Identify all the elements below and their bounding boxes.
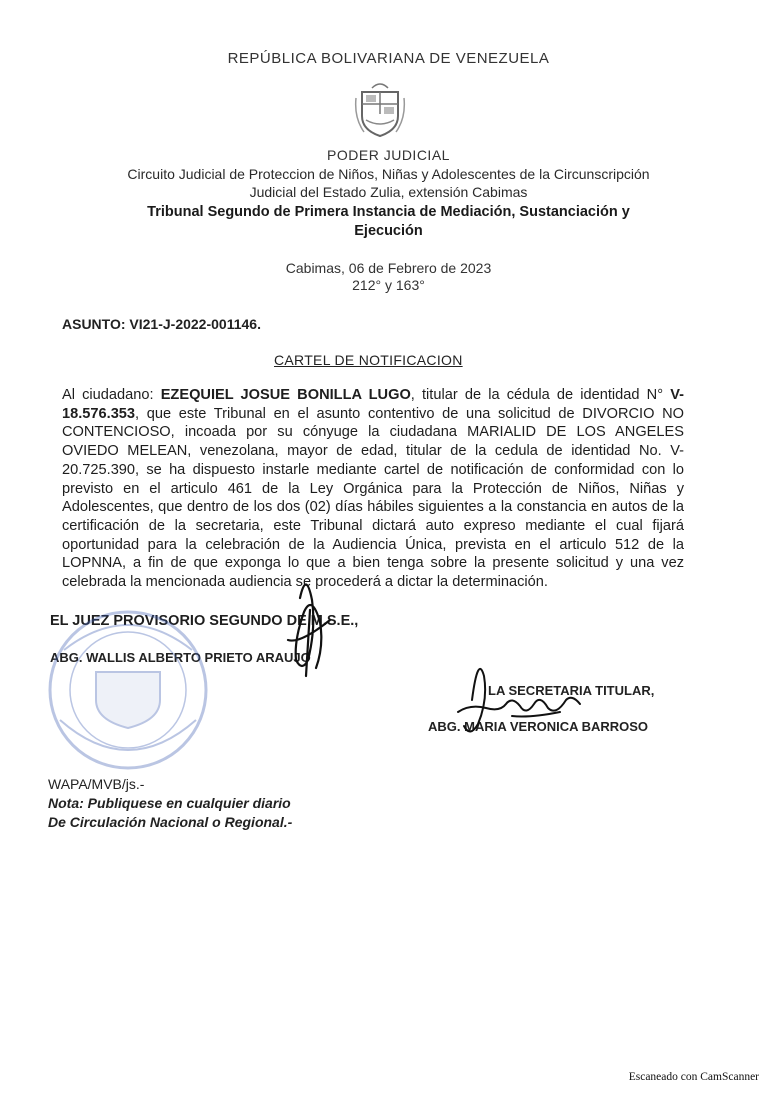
body-id-intro: , titular de la cédula de identidad N°	[410, 387, 671, 403]
notice-title: CARTEL DE NOTIFICACION	[274, 352, 463, 368]
circuit-line-1: Circuito Judicial de Proteccion de Niños, Niñas y Adolescentes de la Circunscripción	[127, 166, 650, 182]
case-subject: ASUNTO: VI21-J-2022-001146.	[62, 316, 261, 332]
publication-note-line-1: Nota: Publiquese en cualquier diario	[48, 795, 291, 811]
document-initials: WAPA/MVB/js.-	[48, 776, 145, 792]
body-intro: Al ciudadano:	[62, 387, 161, 403]
circuit-line-2: Judicial del Estado Zulia, extensión Cabimas	[249, 184, 528, 200]
secretary-title: LA SECRETARIA TITULAR,	[488, 683, 655, 698]
publication-note-line-2: De Circulación Nacional o Regional.-	[48, 814, 293, 830]
date-line: Cabimas, 06 de Febrero de 2023	[285, 260, 492, 276]
court-line-1: Tribunal Segundo de Primera Instancia de Mediación, Sustanciación y	[147, 204, 630, 220]
country-heading: REPÚBLICA BOLIVARIANA DE VENEZUELA	[227, 50, 550, 67]
body-main: , que este Tribunal en el asunto contentivo de una solicitud de DIVORCIO NO CONTENCIOSO, incoada por su cónyuge la ciudadana MARIALID DE LOS ANGELES OVIEDO MELEAN, venezolana, mayor de edad, titular de la cedula de identidad No. V-20.725.390, se ha dispuesto instarle mediante cartel de notificación de conformidad con lo previsto en el articulo 461 de la Ley Orgánica para la Protección de Niños, Niñas y Adolescentes, que dentro de los dos (02) días hábiles siguientes a la constancia en autos de la certificación de la secretaria, este Tribunal dictará auto expreso mediante el cual fijará oportunidad para la celebración de la Audiencia Única, prevista en el articulo 512 de la LOPNNA, a fin de que exponga lo que a bien tenga sobre la presente solicitud y una vez celebrada la mencionada audiencia se procederá a dictar la determinación.	[62, 405, 684, 591]
recipient-id: V-18.576.353	[62, 387, 684, 422]
judicial-power-heading: PODER JUDICIAL	[327, 147, 450, 163]
judge-title: EL JUEZ PROVISORIO SEGUNDO DE M.S.E.,	[50, 613, 359, 629]
secretary-name: ABG. MARIA VERONICA BARROSO	[428, 719, 649, 734]
recipient-name: EZEQUIEL JOSUE BONILLA LUGO	[160, 387, 411, 403]
scanner-watermark: Escaneado con CamScanner	[628, 1071, 759, 1083]
court-line-2: Ejecución	[354, 223, 423, 239]
era-years-line: 212° y 163°	[352, 277, 425, 293]
judge-name: ABG. WALLIS ALBERTO PRIETO ARAUJO	[50, 650, 311, 665]
